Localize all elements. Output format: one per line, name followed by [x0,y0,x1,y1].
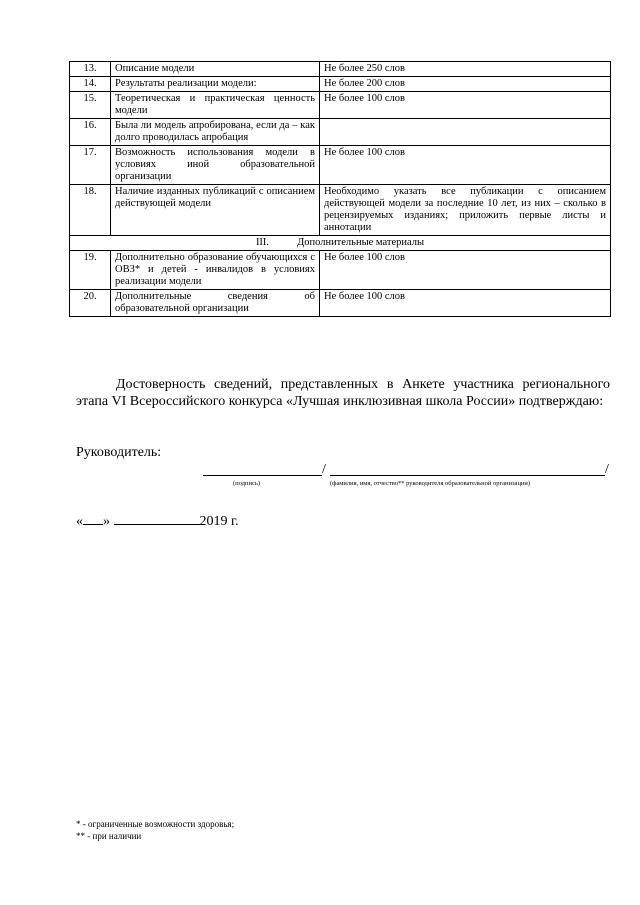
row-description: Дополнительно образование обучающихся с ОВЗ* и детей - инвалидов в условиях реализации модели [111,251,320,290]
date-field [76,512,239,530]
footnote: * - ограниченные возможности здоровья; [76,819,235,829]
row-requirement: Не более 200 слов [320,77,611,92]
day-blank [83,512,103,525]
table-row [70,92,611,119]
table-row [70,146,611,185]
name-caption: (фамилия, имя, отчество** руководителя образовательной организации) [330,480,531,487]
signature-caption: (подпись) [233,480,260,487]
row-requirement: Не более 100 слов [320,146,611,185]
row-description: Описание модели [111,62,320,77]
row-description: Результаты реализации модели: [111,77,320,92]
footnote: ** - при наличии [76,831,142,841]
section-number: III. [255,237,270,248]
row-number: 13. [70,62,111,77]
section-title: Дополнительные материалы [297,237,425,248]
row-requirement: Не более 100 слов [320,290,611,317]
separator-slash: / [322,462,326,477]
table-row [70,251,611,290]
table-row [70,185,611,236]
signature-line [203,475,322,476]
row-description: Теоретическая и практическая ценность модели [111,92,320,119]
month-blank [114,512,200,525]
footnotes [76,818,234,842]
table-row [70,77,611,92]
questionnaire-table [69,61,611,317]
row-description: Возможность использования модели в условиях иной образовательной организации [111,146,320,185]
table-row [70,119,611,146]
row-requirement: Не более 100 слов [320,92,611,119]
section-row [70,236,611,251]
separator-slash: / [605,462,609,477]
row-number: 15. [70,92,111,119]
row-number: 14. [70,77,111,92]
row-number: 17. [70,146,111,185]
row-number: 20. [70,290,111,317]
row-requirement [320,119,611,146]
date-quote-open: « [76,514,83,529]
section-heading [70,236,611,251]
row-requirement: Не более 250 слов [320,62,611,77]
date-year: 2019 г. [199,514,239,529]
row-requirement: Необходимо указать все публикации с описанием действующей модели за последние 10 лет, из них – сколько в рецензируемых изданиях; приложить первые листы и аннотации [320,185,611,236]
row-number: 19. [70,251,111,290]
row-requirement: Не более 100 слов [320,251,611,290]
confirmation-paragraph: Достоверность сведений, представленных в Анкете участника регионального этапа VI Всероссийского конкурса «Лучшая инклюзивная школа России» подтверждаю: [76,377,610,409]
row-description: Была ли модель апробирована, если да – как долго проводилась апробация [111,119,320,146]
head-label: Руководитель: [76,445,162,460]
row-number: 16. [70,119,111,146]
name-line [330,475,605,476]
row-description: Наличие изданных публикаций с описанием действующей модели [111,185,320,236]
table-row [70,290,611,317]
date-quote-close: » [103,514,110,529]
table-row [70,62,611,77]
row-number: 18. [70,185,111,236]
row-description: Дополнительные сведения об образовательной организации [111,290,320,317]
